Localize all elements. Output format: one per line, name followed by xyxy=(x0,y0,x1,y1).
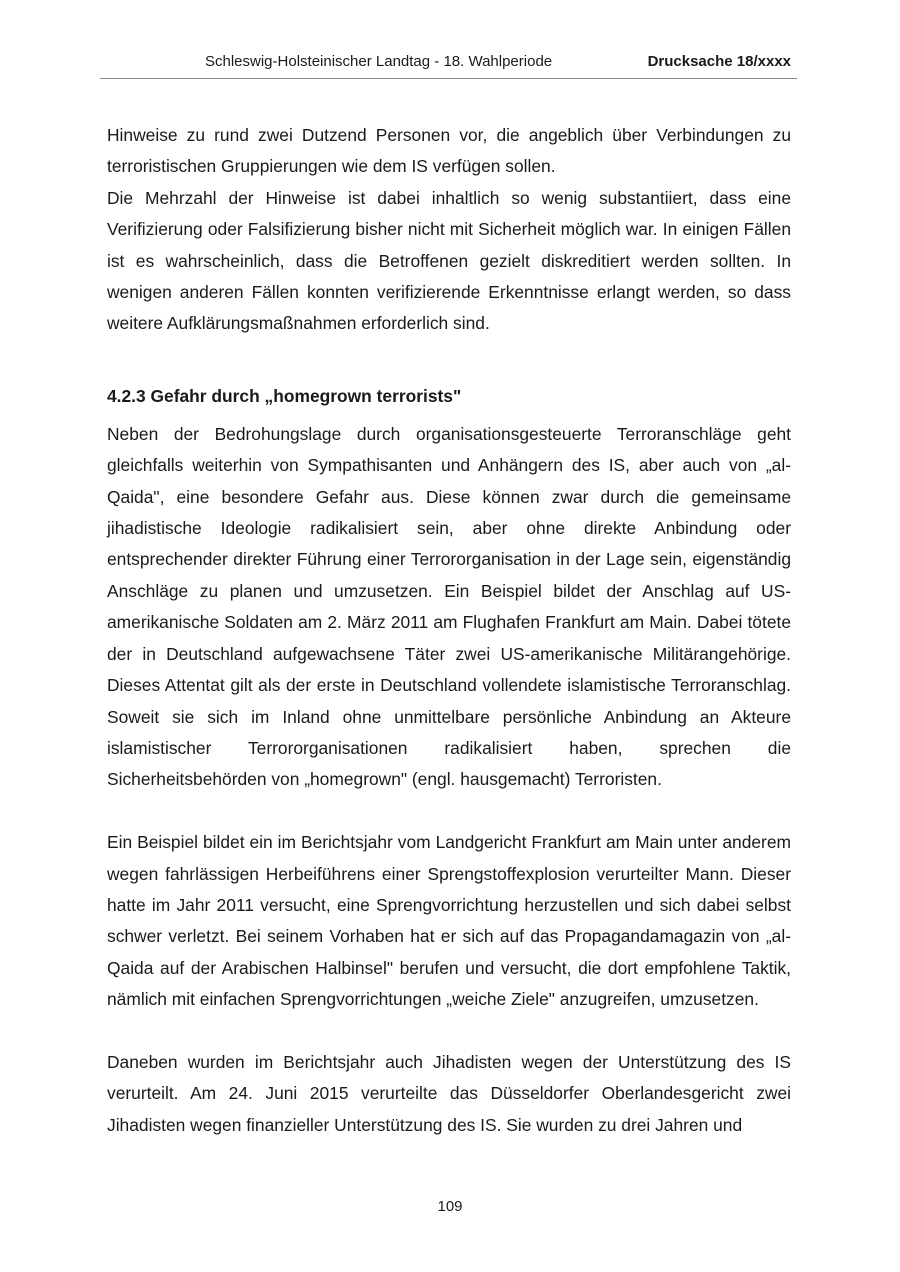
paragraph: Neben der Bedrohungslage durch organisationsgesteuerte Terroranschläge geht gleichfalls weiterhin von Sympathisanten und Anhängern des IS, aber auch von „al-Qaida", eine besondere Gefahr aus. Diese können zwar durch die gemeinsame jihadistische Ideologie radikalisiert sein, aber ohne direkte Anbindung oder entsprechender direkter Führung einer Terrororganisation in der Lage sein, eigenständig Anschläge zu planen und umzusetzen. Ein Beispiel bildet der Anschlag auf US-amerikanische Soldaten am 2. März 2011 am Flughafen Frankfurt am Main. Dabei tötete der in Deutschland aufgewachsene Täter zwei US-amerikanische Militärangehörige. Dieses Attentat gilt als der erste in Deutschland vollendete islamistische Terroranschlag. Soweit sie sich im Inland ohne unmittelbare persönliche Anbindung an Akteure islamistischer Terrororganisationen radikalisiert haben, sprechen die Sicherheitsbehörden von „homegrown" (engl. hausgemacht) Terroristen. xyxy=(107,423,791,790)
section-heading: 4.2.3 Gefahr durch „homegrown terrorists" xyxy=(107,385,462,406)
paragraph: Daneben wurden im Berichtsjahr auch Jihadisten wegen der Unterstützung des IS verurteilt. Am 24. Juni 2015 verurteilte das Düsseldorfer Oberlandesgericht zwei Jihadisten wegen finanzieller Unterstützung des IS. Sie wurden zu drei Jahren und xyxy=(107,1051,791,1135)
page-content xyxy=(107,120,791,1141)
paragraph: Die Mehrzahl der Hinweise ist dabei inhaltlich so wenig substantiiert, dass eine Verifizierung oder Falsifizierung bisher nicht mit Sicherheit möglich war. In einigen Fällen ist es wahrscheinlich, dass die Betroffenen gezielt diskreditiert werden sollten. In wenigen anderen Fällen konnten verifizierende Erkenntnisse erlangt werden, so dass weitere Aufklärungsmaßnahmen erforderlich sind. xyxy=(107,187,791,334)
paragraph: Ein Beispiel bildet ein im Berichtsjahr vom Landgericht Frankfurt am Main unter anderem wegen fahrlässigen Herbeiführens einer Sprengstoffexplosion verurteilter Mann. Dieser hatte im Jahr 2011 versucht, eine Sprengvorrichtung herzustellen und sich dabei selbst schwer verletzt. Bei seinem Vorhaben hat er sich auf das Propagandamagazin von „al-Qaida auf der Arabischen Halbinsel" berufen und versucht, die dort empfohlene Taktik, nämlich mit einfachen Sprengvorrichtungen „weiche Ziele" anzugreifen, umzusetzen. xyxy=(107,832,791,1010)
page-number: 109 xyxy=(437,1198,463,1215)
paragraph: Hinweise zu rund zwei Dutzend Personen vor, die angeblich über Verbindungen zu terroristischen Gruppierungen wie dem IS verfügen sollen. xyxy=(107,125,791,177)
header-title: Schleswig-Holsteinischer Landtag - 18. Wahlperiode xyxy=(205,53,553,70)
document-number: Drucksache 18/xxxx xyxy=(647,53,791,70)
page-header xyxy=(100,52,797,79)
